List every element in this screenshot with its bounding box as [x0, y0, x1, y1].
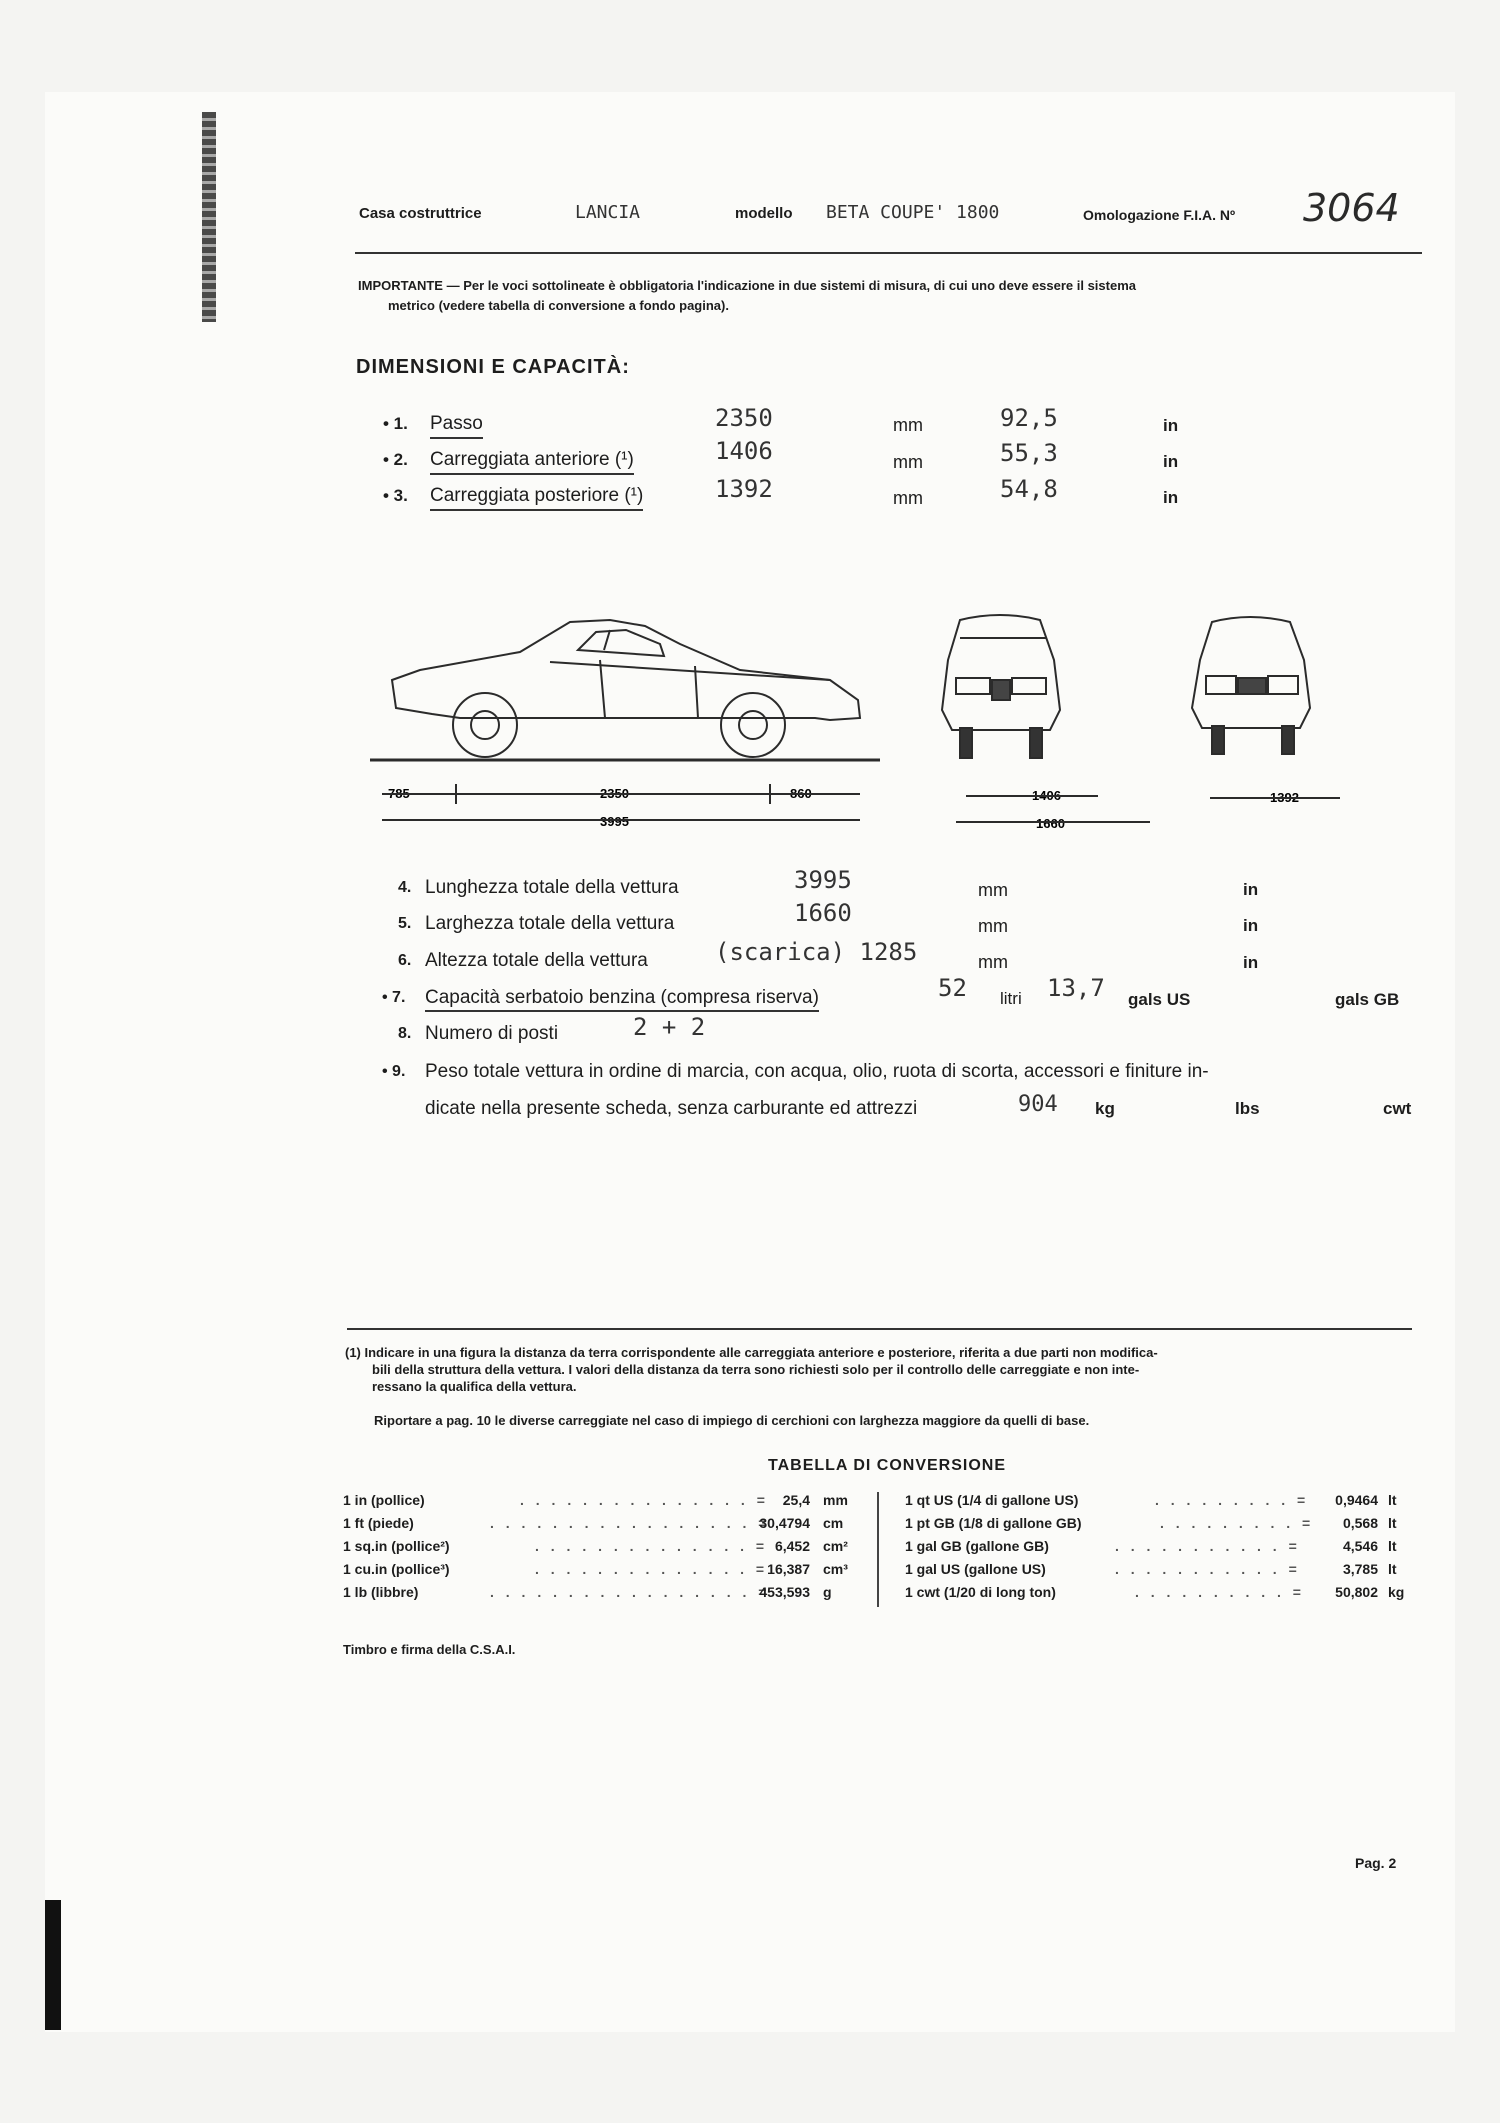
conversion-label: 1 cu.in (pollice³) [343, 1561, 450, 1577]
conversion-label: 1 gal GB (gallone GB) [905, 1538, 1049, 1554]
item-unit-gals-gb: gals GB [1335, 990, 1400, 1009]
conversion-label: 1 cwt (1/20 di long ton) [905, 1584, 1056, 1600]
footnote-line-3: ressano la qualifica della vettura. [372, 1379, 577, 1394]
dim-width: 1660 [1036, 816, 1065, 831]
item-label: Lunghezza totale della vettura [425, 877, 679, 898]
conversion-label: 1 in (pollice) [343, 1492, 425, 1508]
dim-front-track: 1406 [1032, 788, 1061, 803]
leader-dots: . . . . . . . . . . . . . . . . . = [490, 1584, 771, 1600]
conversion-value: 30,4794 [759, 1515, 810, 1531]
item-unit-gals-us: gals US [1128, 990, 1191, 1009]
item-unit-in: in [1243, 880, 1259, 899]
item-value: 1660 [794, 899, 852, 927]
conversion-label: 1 sq.in (pollice²) [343, 1538, 450, 1554]
conversion-unit: lt [1388, 1538, 1397, 1554]
conversion-unit: cm [823, 1515, 844, 1531]
item-number: • 2. [383, 450, 408, 469]
header-rule [355, 252, 1422, 254]
conversion-label: 1 qt US (1/4 di gallone US) [905, 1492, 1079, 1508]
item-label: Carreggiata anteriore (¹) [430, 449, 634, 475]
item-label-line-2: dicate nella presente scheda, senza carburante ed attrezzi [425, 1098, 918, 1119]
item-value-in: 55,3 [1000, 439, 1058, 467]
leader-dots: . . . . . . . . . . . . . . . = [520, 1492, 769, 1508]
dim-rear-track: 1392 [1270, 790, 1299, 805]
conversion-value: 50,802 [1335, 1584, 1378, 1600]
footnote-line-1: (1) Indicare in una figura la distanza da terra corrispondente alle carreggiata anteriore e posteriore, riferita a due parti non modifica- [345, 1345, 1158, 1360]
conversion-label: 1 ft (piede) [343, 1515, 414, 1531]
conversion-value: 453,593 [759, 1584, 810, 1600]
conversion-value: 0,568 [1342, 1515, 1378, 1531]
item-label [425, 987, 819, 1009]
notice-line-1: IMPORTANTE — Per le voci sottolineate è obbligatoria l'indicazione in due sistemi di misura, di cui uno deve essere il sistema [358, 278, 1136, 293]
item-unit-kg: kg [1095, 1099, 1115, 1118]
item-label: Larghezza totale della vettura [425, 913, 675, 934]
item-unit-in: in [1243, 916, 1259, 935]
item-unit-in: in [1163, 452, 1179, 471]
rear-view-drawing [1192, 617, 1310, 754]
model-label: modello [735, 205, 793, 222]
dim-rear-overhang: 860 [790, 786, 812, 801]
item-number: • 7. [382, 989, 406, 1006]
conversion-row [343, 1538, 450, 1554]
item-unit-mm: mm [893, 415, 923, 435]
item-label: Altezza totale della vettura [425, 950, 648, 971]
item-unit-cwt: cwt [1383, 1099, 1412, 1118]
model-value: BETA COUPE' 1800 [826, 202, 1000, 223]
conversion-unit: cm³ [823, 1561, 848, 1577]
item-unit-in: in [1163, 488, 1179, 507]
conversion-unit: lt [1388, 1492, 1397, 1508]
item-value-in: 54,8 [1000, 475, 1058, 503]
item-unit-litri: litri [1000, 989, 1022, 1008]
conversion-unit: lt [1388, 1561, 1397, 1577]
dim-total-length: 3995 [600, 814, 629, 829]
homologation-label: Omologazione F.I.A. Nº [1083, 207, 1236, 223]
conversion-label: 1 lb (libbre) [343, 1584, 419, 1600]
conversion-label: 1 pt GB (1/8 di gallone GB) [905, 1515, 1082, 1531]
conversion-unit: lt [1388, 1515, 1397, 1531]
item-number: 4. [398, 879, 412, 896]
maker-label: Casa costruttrice [359, 205, 482, 222]
conversion-divider [877, 1492, 879, 1607]
footnote-line-2: bili della struttura della vettura. I valori della distanza da terra sono richiesti solo per il controllo delle carreggiate e non inte- [372, 1362, 1140, 1377]
item-unit-mm: mm [893, 488, 923, 508]
leader-dots: . . . . . . . . . . = [1135, 1584, 1305, 1600]
item-number: 8. [398, 1025, 412, 1042]
item-number: 5. [398, 915, 412, 932]
homologation-number: 3064 [1303, 186, 1400, 230]
leader-dots: . . . . . . . . . . . . . . = [535, 1538, 769, 1554]
leader-dots: . . . . . . . . . . . . . . . . . = [490, 1515, 771, 1531]
conversion-unit: mm [823, 1492, 848, 1508]
item-value-gals-us: 13,7 [1047, 974, 1105, 1002]
item-value-litri: 52 [938, 974, 967, 1002]
conversion-value: 25,4 [782, 1492, 810, 1508]
car-drawings [360, 600, 1420, 850]
leader-dots: . . . . . . . . . = [1155, 1492, 1310, 1508]
item-label-text: Capacità serbatoio benzina (compresa riserva) [425, 987, 819, 1012]
leader-dots: . . . . . . . . . . . = [1115, 1561, 1301, 1577]
conversion-value: 3,785 [1342, 1561, 1378, 1577]
item-unit-mm: mm [893, 452, 923, 472]
item-value: (scarica) 1285 [715, 938, 918, 966]
item-unit-lbs: lbs [1235, 1099, 1260, 1118]
side-view-drawing [392, 620, 860, 757]
item-value: 2 + 2 [633, 1013, 706, 1041]
item-number: 6. [398, 952, 412, 969]
leader-dots: . . . . . . . . . . . . . . = [535, 1561, 769, 1577]
item-label: Carreggiata posteriore (¹) [430, 485, 643, 511]
section-title: DIMENSIONI E CAPACITÀ: [356, 356, 630, 378]
dim-front-overhang: 785 [388, 786, 410, 801]
item-unit-in: in [1163, 416, 1179, 435]
scan-edge-bar [45, 1900, 61, 2030]
stamp-label: Timbro e firma della C.S.A.I. [343, 1642, 516, 1657]
item-value-mm: 2350 [715, 404, 773, 432]
conversion-row [343, 1515, 414, 1531]
conversion-row [343, 1492, 425, 1508]
conversion-title: TABELLA DI CONVERSIONE [768, 1457, 1007, 1474]
conversion-unit: cm² [823, 1538, 848, 1554]
leader-dots: . . . . . . . . . = [1160, 1515, 1315, 1531]
item-value: 3995 [794, 866, 852, 894]
footnote-rule [347, 1328, 1412, 1330]
item-value-mm: 1392 [715, 475, 773, 503]
conversion-value: 16,387 [767, 1561, 810, 1577]
item-unit-in: in [1243, 953, 1259, 972]
item-number: • 1. [383, 414, 408, 433]
front-view-drawing [942, 615, 1060, 758]
item-unit-mm: mm [978, 880, 1008, 900]
item-label-line-1: Peso totale vettura in ordine di marcia, con acqua, olio, ruota di scorta, accessori e finiture in- [425, 1061, 1209, 1082]
dim-wheelbase: 2350 [600, 786, 629, 801]
footnote-line-4: Riportare a pag. 10 le diverse carreggiate nel caso di impiego di cerchioni con larghezza maggiore da quelli di base. [374, 1413, 1090, 1428]
item-value-in: 92,5 [1000, 404, 1058, 432]
conversion-unit: g [823, 1584, 832, 1600]
item-number: • 9. [382, 1063, 406, 1080]
conversion-row [343, 1584, 418, 1600]
item-number: • 3. [383, 486, 408, 505]
item-label: Numero di posti [425, 1023, 559, 1044]
conversion-value: 4,546 [1342, 1538, 1378, 1554]
item-unit-mm: mm [978, 916, 1008, 936]
item-value-kg: 904 [1018, 1092, 1058, 1117]
leader-dots: . . . . . . . . . . . = [1115, 1538, 1301, 1554]
item-value-mm: 1406 [715, 437, 773, 465]
conversion-value: 6,452 [774, 1538, 810, 1554]
item-label: Passo [430, 413, 483, 439]
binding-strip [202, 112, 216, 322]
conversion-label: 1 gal US (gallone US) [905, 1561, 1046, 1577]
conversion-unit: kg [1388, 1584, 1405, 1600]
notice-line-2: metrico (vedere tabella di conversione a fondo pagina). [388, 298, 729, 313]
conversion-value: 0,9464 [1335, 1492, 1378, 1508]
item-unit-mm: mm [978, 952, 1008, 972]
maker-value: LANCIA [575, 202, 641, 223]
page-number: Pag. 2 [1355, 1855, 1397, 1871]
conversion-row [343, 1561, 450, 1577]
